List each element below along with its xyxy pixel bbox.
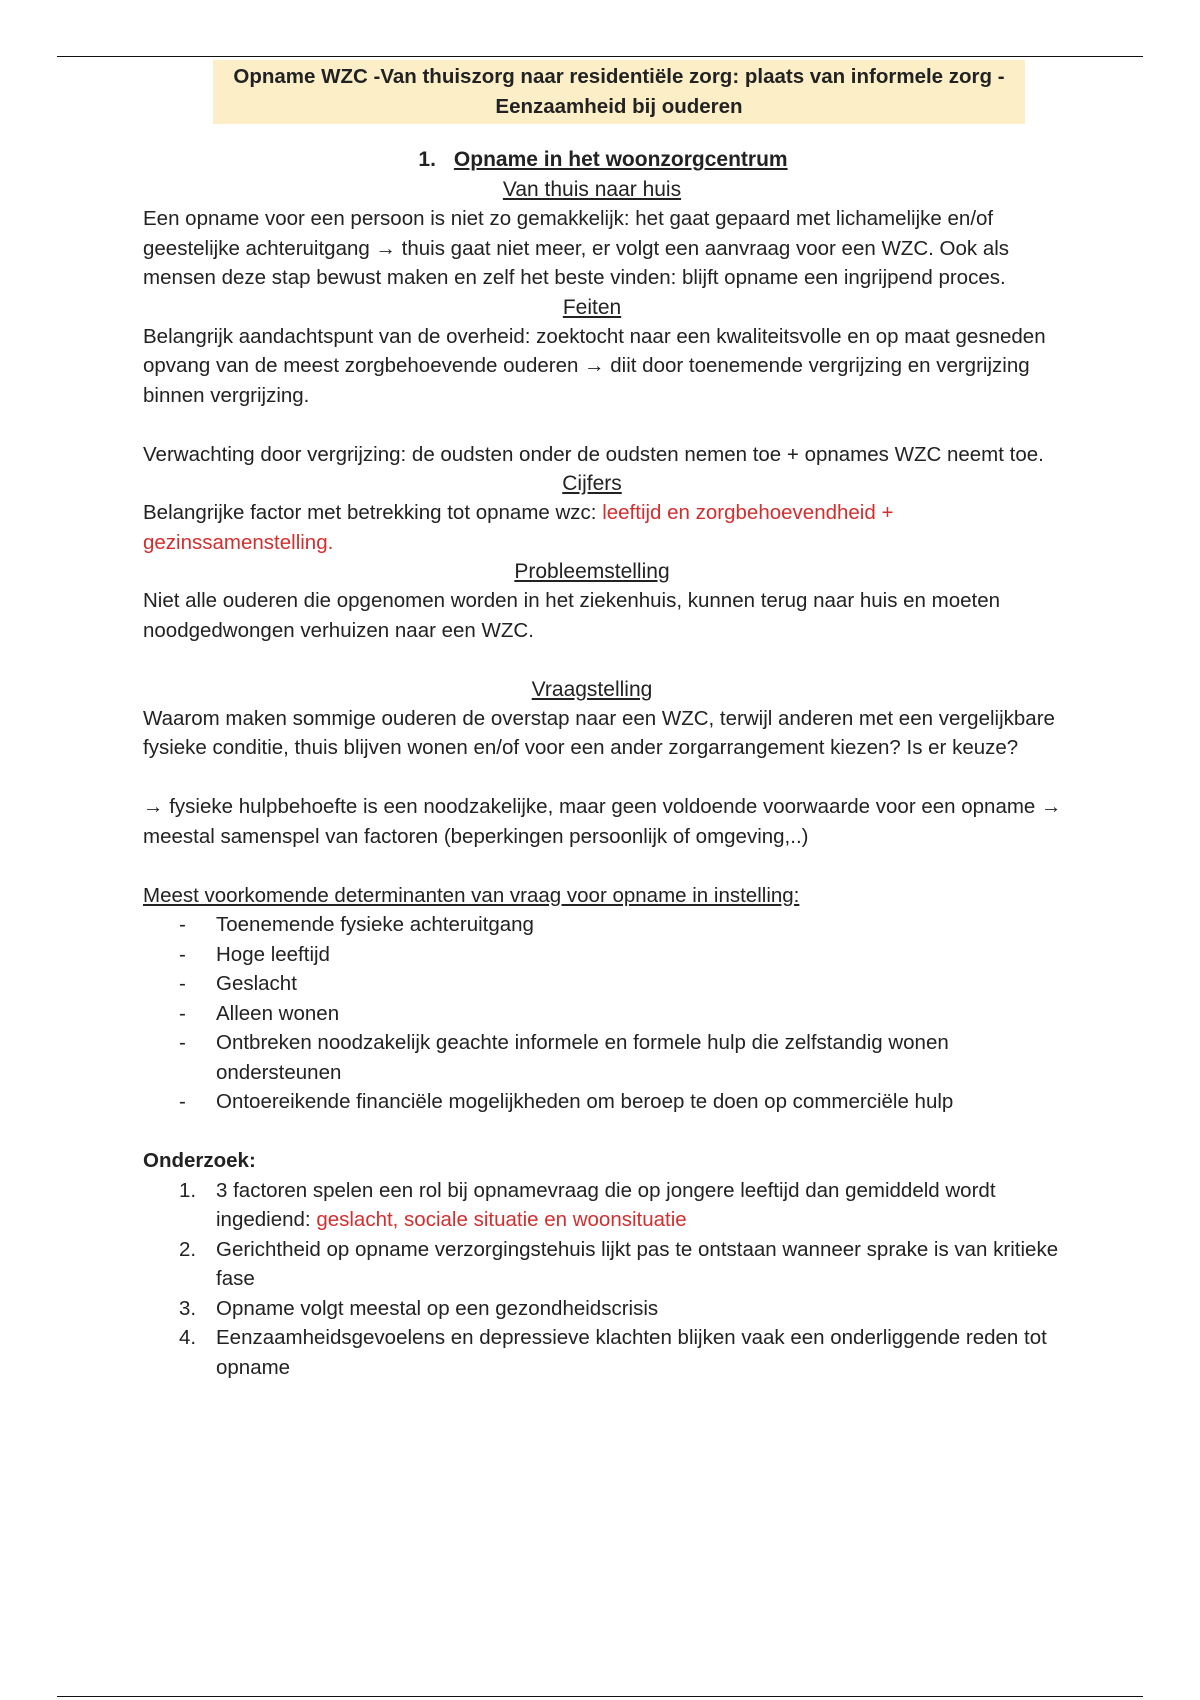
onderzoek-item-1-emphasis: geslacht, sociale situatie en woonsituatie — [316, 1208, 687, 1231]
probleemstelling-heading: Probleemstelling — [514, 560, 670, 583]
dash-marker: - — [179, 1031, 186, 1054]
dash-marker: - — [179, 1001, 186, 1025]
determinant-item — [143, 999, 1063, 1029]
onderzoek-item-2-text: Gerichtheid op opname verzorgingstehuis lijkt pas te ontstaan wanneer sprake is van kritieke fase — [216, 1237, 1059, 1290]
van-thuis-heading: Van thuis naar huis — [502, 178, 682, 201]
determinant-item — [143, 969, 1063, 999]
section-1-heading — [143, 145, 1063, 175]
onderzoek-item-4-number: 4. — [179, 1326, 197, 1349]
vraagstelling-heading: Vraagstelling — [531, 677, 653, 701]
feiten-heading: Feiten — [562, 295, 622, 319]
section-1-number: 1. — [418, 148, 436, 171]
cijfers-text — [143, 498, 1063, 557]
onderzoek-item-3-text: Opname volgt meestal op een gezondheidscrisis — [216, 1296, 659, 1320]
title-line-1: Opname WZC -Van thuiszorg naar residentiële zorg: plaats van informele zorg - — [233, 65, 1005, 88]
dash-marker: - — [179, 942, 186, 966]
vraagstelling-arrow-text: → fysieke hulpbehoefte is een noodzakelijke, maar geen voldoende voorwaarde voor een opname → meestal samenspel van factoren (beperkingen persoonlijk of omgeving,..) — [143, 795, 1062, 848]
onderzoek-item-1 — [143, 1176, 1063, 1235]
feiten-text-2: Verwachting door vergrijzing: de oudsten onder de oudsten nemen toe + opnames WZC neemt toe. — [143, 442, 1044, 466]
document-page — [143, 60, 1063, 1382]
onderzoek-item-3-number: 3. — [179, 1296, 197, 1320]
bottom-rule — [57, 1696, 1143, 1697]
dash-marker: - — [179, 972, 186, 995]
onderzoek-item-3 — [143, 1294, 1063, 1324]
dash-marker: - — [179, 913, 186, 936]
determinant-item — [143, 940, 1063, 970]
onderzoek-item-4-text: Eenzaamheidsgevoelens en depressieve klachten blijken vaak een onderliggende reden tot opname — [216, 1326, 1047, 1379]
cijfers-heading: Cijfers — [562, 472, 622, 495]
determinant-item — [143, 1028, 1063, 1087]
determinant-text: Ontbreken noodzakelijk geachte informele en formele hulp die zelfstandig wonen ondersteunen — [216, 1031, 949, 1084]
title-line-2: Eenzaamheid bij ouderen — [495, 95, 743, 118]
onderzoek-item-4 — [143, 1323, 1063, 1382]
determinant-text: Alleen wonen — [216, 1001, 340, 1025]
determinanten-heading: Meest voorkomende determinanten van vraag voor opname in instelling: — [143, 883, 800, 907]
section-1-title: Opname in het woonzorgcentrum — [453, 148, 788, 171]
vraagstelling-text: Waarom maken sommige ouderen de overstap naar een WZC, terwijl anderen met een vergelijkbare fysieke conditie, thuis blijven wonen en/of voor een ander zorgarrangement kiezen? Is er keuze? — [143, 706, 1055, 759]
determinant-text: Toenemende fysieke achteruitgang — [216, 913, 534, 936]
determinant-text: Geslacht — [216, 972, 297, 995]
onderzoek-list — [143, 1176, 1063, 1383]
onderzoek-heading: Onderzoek: — [143, 1149, 256, 1172]
cijfers-text-emphasis: leeftijd en zorgbehoevendheid + gezinssamenstelling. — [143, 501, 894, 554]
onderzoek-item-1-number: 1. — [179, 1178, 197, 1202]
determinanten-list — [143, 910, 1063, 1117]
probleemstelling-text: Niet alle ouderen die opgenomen worden in het ziekenhuis, kunnen terug naar huis en moeten noodgedwongen verhuizen naar een WZC. — [143, 589, 1001, 642]
determinant-text: Hoge leeftijd — [216, 942, 330, 966]
determinant-item — [143, 1087, 1063, 1117]
determinant-item — [143, 910, 1063, 940]
van-thuis-text: Een opname voor een persoon is niet zo gemakkelijk: het gaat gepaard met lichamelijke en/of geestelijke achteruitgang → thuis gaat niet meer, er volgt een aanvraag voor een WZC. Ook als mensen deze stap bewust maken en zelf het beste vinden: blijft opname een ingrijpend proces. — [143, 207, 1010, 289]
onderzoek-item-2-number: 2. — [179, 1237, 197, 1261]
document-title — [213, 60, 1025, 124]
cijfers-text-prefix: Belangrijke factor met betrekking tot opname wzc: — [143, 501, 603, 524]
onderzoek-item-2 — [143, 1235, 1063, 1294]
feiten-text-1: Belangrijk aandachtspunt van de overheid: zoektocht naar een kwaliteitsvolle en op maat gesneden opvang van de meest zorgbehoevende ouderen → diit door toenemende vergrijzing en vergrijzing binnen vergrijzing. — [143, 324, 1046, 407]
top-rule — [57, 56, 1143, 57]
dash-marker: - — [179, 1090, 186, 1113]
determinant-text: Ontoereikende financiële mogelijkheden om beroep te doen op commerciële hulp — [216, 1090, 954, 1113]
onderzoek-item-1-prefix: 3 factoren spelen een rol bij opnamevraag die op jongere leeftijd dan gemiddeld wordt ingediend: — [216, 1178, 996, 1231]
